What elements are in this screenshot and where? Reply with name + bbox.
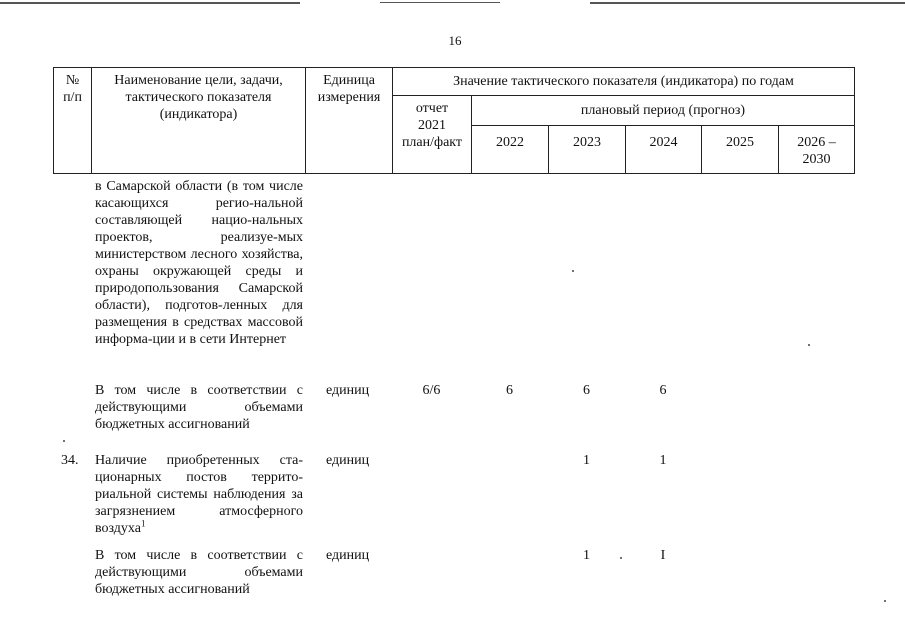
row-name — [95, 452, 303, 537]
scan-speck — [620, 557, 622, 559]
page-number: 16 — [448, 33, 462, 48]
row-name-text: Наличие приобретенных ста-ционарных постов террито-риальной системы наблюдения за загрязнением атмосферного воздуха — [95, 453, 303, 536]
footnote-marker: 1 — [140, 518, 146, 529]
scan-edge-line — [380, 2, 500, 3]
row-2024: 6 — [659, 383, 667, 398]
scan-edge-line — [0, 2, 300, 4]
row-name: в Самарской области (в том числе касающихся регио-нальной составляющей нацио-нальных проектов, реализуе-мых министерством лесного хозяйства, охраны окружающей среды и природопользования Самарской области), подготов-ленных для размещения в средствах массовой информа-ции и в сети Интернет — [95, 179, 303, 347]
scan-speck — [572, 270, 574, 272]
row-2023: 6 — [583, 383, 590, 398]
row-number: 34. — [61, 453, 79, 468]
row-name: В том числе в соответствии с действующими объемами бюджетных ассигнований — [95, 548, 303, 597]
row-2024: 1 — [659, 453, 667, 468]
scan-edge-line — [590, 2, 905, 4]
scan-speck — [63, 440, 65, 442]
row-unit: единиц — [326, 383, 370, 398]
row-name: В том числе в соответствии с действующими объемами бюджетных ассигнований — [95, 383, 303, 432]
table-header — [53, 67, 855, 174]
header-year: 2026 – 2030 — [779, 126, 855, 174]
header-values: Значение тактического показателя (индикатора) по годам — [393, 68, 855, 96]
header-plan: плановый период (прогноз) — [472, 96, 855, 126]
header-year: 2025 — [702, 126, 779, 174]
row-2024: I — [660, 548, 666, 563]
row-report: 6/6 — [422, 383, 441, 398]
row-2022: 6 — [506, 383, 513, 398]
scan-speck — [808, 344, 810, 346]
row-2023: 1 — [583, 548, 590, 563]
header-unit: Единица измерения — [306, 68, 393, 174]
header-year: 2024 — [626, 126, 702, 174]
header-report: отчет 2021 план/факт — [393, 96, 472, 174]
row-unit: единиц — [326, 453, 370, 468]
header-name: Наименование цели, задачи, тактического показателя (индикатора) — [92, 68, 306, 174]
header-year: 2023 — [549, 126, 626, 174]
row-2023: 1 — [583, 453, 590, 468]
header-num: № п/п — [54, 68, 92, 174]
scan-speck — [884, 600, 886, 602]
row-unit: единиц — [326, 548, 370, 563]
header-year: 2022 — [472, 126, 549, 174]
